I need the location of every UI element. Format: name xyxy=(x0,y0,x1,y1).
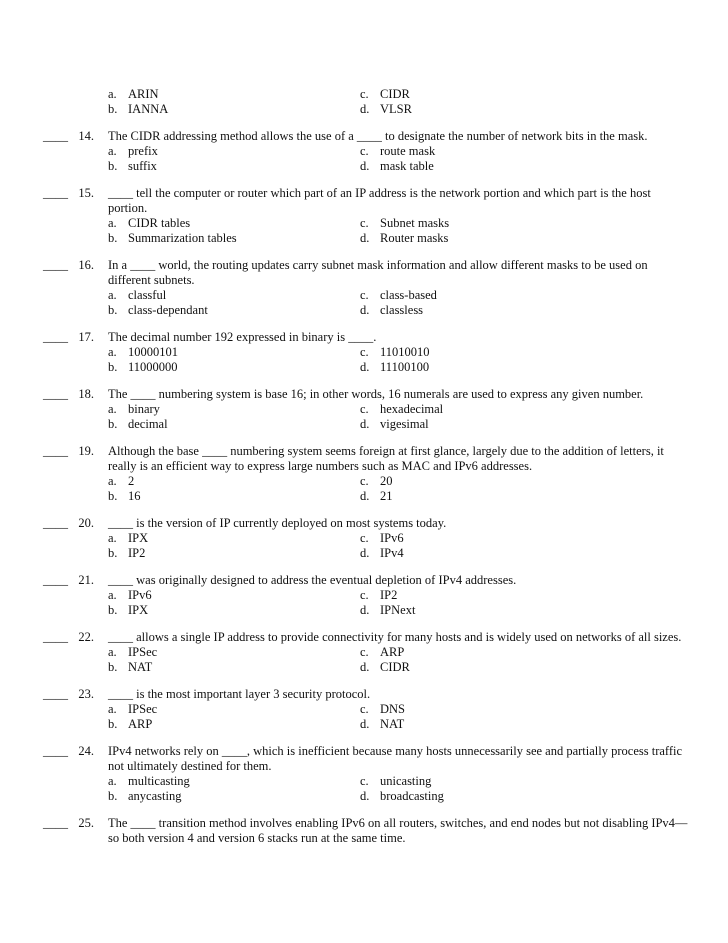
option-text: binary xyxy=(128,402,160,416)
option-b xyxy=(108,789,360,804)
option-text: IANNA xyxy=(128,102,169,116)
option-d xyxy=(360,717,612,732)
option-c xyxy=(360,645,612,660)
option-d xyxy=(360,417,612,432)
option-text: 21 xyxy=(380,489,393,503)
option-letter: c. xyxy=(360,87,369,101)
option-letter: a. xyxy=(108,288,117,302)
question-stem: ____ is the most important layer 3 security protocol. xyxy=(108,687,371,701)
option-letter: d. xyxy=(360,717,370,731)
question-item xyxy=(0,516,728,561)
option-text: VLSR xyxy=(380,102,412,116)
question-item xyxy=(0,387,728,432)
option-a xyxy=(108,288,360,303)
question-stem: ____ was originally designed to address the eventual depletion of IPv4 addresses. xyxy=(108,573,517,587)
option-letter: b. xyxy=(108,660,118,674)
option-letter: b. xyxy=(108,102,118,116)
option-row xyxy=(108,645,688,660)
option-row xyxy=(108,774,688,789)
question-item xyxy=(0,444,728,504)
option-text: 11010010 xyxy=(380,345,430,359)
option-text: 10000101 xyxy=(128,345,178,359)
question-number: 17. xyxy=(78,330,94,344)
option-d xyxy=(360,231,612,246)
option-text: prefix xyxy=(128,144,158,158)
option-c xyxy=(360,774,612,789)
option-row xyxy=(108,660,688,675)
answer-blank: ____ xyxy=(43,129,68,143)
option-letter: d. xyxy=(360,159,370,173)
option-letter: a. xyxy=(108,345,117,359)
option-b xyxy=(108,546,360,561)
option-c xyxy=(360,588,612,603)
option-grid xyxy=(108,402,688,432)
option-row xyxy=(108,303,688,318)
answer-blank: ____ xyxy=(43,816,68,830)
option-row xyxy=(108,159,688,174)
answer-blank: ____ xyxy=(43,258,68,272)
option-a xyxy=(108,402,360,417)
option-text: 20 xyxy=(380,474,393,488)
option-text: Subnet masks xyxy=(380,216,450,230)
option-d xyxy=(360,360,612,375)
option-row xyxy=(108,417,688,432)
question-item xyxy=(0,330,728,375)
option-grid xyxy=(108,774,688,804)
option-text: CIDR xyxy=(380,660,410,674)
option-b xyxy=(108,231,360,246)
option-a xyxy=(108,531,360,546)
option-d xyxy=(360,789,612,804)
option-letter: c. xyxy=(360,702,369,716)
option-letter: a. xyxy=(108,87,117,101)
option-letter: b. xyxy=(108,603,118,617)
option-letter: c. xyxy=(360,774,369,788)
option-text: IPX xyxy=(128,531,149,545)
question-number: 14. xyxy=(78,129,94,143)
question-stem: In a ____ world, the routing updates carry subnet mask information and allow different masks to be used on different subnets. xyxy=(108,258,648,287)
option-letter: a. xyxy=(108,645,117,659)
option-letter: c. xyxy=(360,288,369,302)
question-number: 19. xyxy=(78,444,94,458)
option-text: DNS xyxy=(380,702,406,716)
option-a xyxy=(108,774,360,789)
question-stem: ____ is the version of IP currently deployed on most systems today. xyxy=(108,516,447,530)
question-item xyxy=(0,186,728,246)
option-grid xyxy=(108,645,688,675)
option-letter: b. xyxy=(108,360,118,374)
question-stem: The decimal number 192 expressed in binary is ____. xyxy=(108,330,377,344)
option-c xyxy=(360,402,612,417)
option-text: unicasting xyxy=(380,774,432,788)
question-number: 25. xyxy=(78,816,94,830)
option-row xyxy=(108,402,688,417)
option-row xyxy=(108,717,688,732)
answer-blank: ____ xyxy=(43,573,68,587)
option-row xyxy=(108,603,688,618)
question-number: 15. xyxy=(78,186,94,200)
option-text: 11100100 xyxy=(380,360,430,374)
option-c xyxy=(360,345,612,360)
option-text: class-dependant xyxy=(128,303,208,317)
option-text: IPSec xyxy=(128,702,158,716)
option-text: Summarization tables xyxy=(128,231,237,245)
option-text: CIDR xyxy=(380,87,410,101)
question-list xyxy=(0,87,728,858)
option-letter: b. xyxy=(108,303,118,317)
option-c xyxy=(360,216,612,231)
option-a xyxy=(108,144,360,159)
option-grid xyxy=(108,588,688,618)
option-row xyxy=(108,360,688,375)
option-grid xyxy=(108,216,688,246)
option-text: IPX xyxy=(128,603,149,617)
option-letter: a. xyxy=(108,144,117,158)
option-text: ARP xyxy=(380,645,405,659)
question-item xyxy=(0,744,728,804)
option-row xyxy=(108,87,688,102)
option-text: hexadecimal xyxy=(380,402,444,416)
option-text: suffix xyxy=(128,159,157,173)
option-text: ARIN xyxy=(128,87,159,101)
option-c xyxy=(360,87,612,102)
option-row xyxy=(108,588,688,603)
option-letter: d. xyxy=(360,789,370,803)
answer-blank: ____ xyxy=(43,186,68,200)
option-row xyxy=(108,474,688,489)
option-d xyxy=(360,660,612,675)
option-d xyxy=(360,489,612,504)
option-a xyxy=(108,588,360,603)
option-text: 2 xyxy=(128,474,135,488)
option-a xyxy=(108,474,360,489)
question-stem: The CIDR addressing method allows the use of a ____ to designate the number of network bits in the mask. xyxy=(108,129,648,143)
option-row xyxy=(108,288,688,303)
answer-blank: ____ xyxy=(43,744,68,758)
option-letter: d. xyxy=(360,360,370,374)
option-letter: b. xyxy=(108,417,118,431)
option-letter: c. xyxy=(360,345,369,359)
answer-blank: ____ xyxy=(43,630,68,644)
option-b xyxy=(108,603,360,618)
option-row xyxy=(108,144,688,159)
option-letter: b. xyxy=(108,789,118,803)
option-text: mask table xyxy=(380,159,434,173)
option-b xyxy=(108,303,360,318)
question-item xyxy=(0,573,728,618)
option-row xyxy=(108,546,688,561)
option-text: IPv6 xyxy=(128,588,152,602)
option-text: route mask xyxy=(380,144,436,158)
option-d xyxy=(360,603,612,618)
question-number: 22. xyxy=(78,630,94,644)
option-text: anycasting xyxy=(128,789,182,803)
option-row xyxy=(108,489,688,504)
option-text: class-based xyxy=(380,288,437,302)
option-grid xyxy=(108,474,688,504)
question-item xyxy=(0,687,728,732)
option-letter: b. xyxy=(108,546,118,560)
option-text: decimal xyxy=(128,417,168,431)
question-item xyxy=(0,258,728,318)
option-text: Router masks xyxy=(380,231,449,245)
question-number: 21. xyxy=(78,573,94,587)
option-d xyxy=(360,303,612,318)
option-d xyxy=(360,159,612,174)
option-row xyxy=(108,216,688,231)
question-stem: The ____ numbering system is base 16; in other words, 16 numerals are used to express any given number. xyxy=(108,387,644,401)
option-letter: b. xyxy=(108,489,118,503)
option-letter: d. xyxy=(360,660,370,674)
option-letter: b. xyxy=(108,159,118,173)
option-text: ARP xyxy=(128,717,153,731)
option-letter: b. xyxy=(108,717,118,731)
option-a xyxy=(108,345,360,360)
option-letter: a. xyxy=(108,216,117,230)
option-letter: d. xyxy=(360,231,370,245)
option-letter: d. xyxy=(360,489,370,503)
option-text: NAT xyxy=(128,660,153,674)
answer-blank: ____ xyxy=(43,516,68,530)
option-letter: d. xyxy=(360,603,370,617)
option-letter: a. xyxy=(108,588,117,602)
option-text: IPv6 xyxy=(380,531,404,545)
option-letter: d. xyxy=(360,417,370,431)
option-row xyxy=(108,231,688,246)
question-stem: ____ tell the computer or router which part of an IP address is the network portion and which part is the host portion. xyxy=(108,186,651,215)
option-letter: c. xyxy=(360,645,369,659)
question-number: 16. xyxy=(78,258,94,272)
option-grid xyxy=(108,702,688,732)
option-text: IPv4 xyxy=(380,546,404,560)
option-b xyxy=(108,489,360,504)
option-text: 11000000 xyxy=(128,360,178,374)
question-number: 18. xyxy=(78,387,94,401)
question-stem: IPv4 networks rely on ____, which is inefficient because many hosts unnecessarily see and partially process traffic not ultimately destined for them. xyxy=(108,744,683,773)
question-item xyxy=(0,129,728,174)
option-text: vigesimal xyxy=(380,417,429,431)
question-number: 23. xyxy=(78,687,94,701)
option-text: 16 xyxy=(128,489,141,503)
option-row xyxy=(108,102,688,117)
option-letter: a. xyxy=(108,774,117,788)
option-letter: c. xyxy=(360,588,369,602)
option-letter: c. xyxy=(360,402,369,416)
option-letter: a. xyxy=(108,531,117,545)
question-13-options-block xyxy=(0,87,728,117)
answer-blank: ____ xyxy=(43,387,68,401)
option-a xyxy=(108,645,360,660)
option-b xyxy=(108,360,360,375)
option-text: classless xyxy=(380,303,424,317)
option-letter: c. xyxy=(360,531,369,545)
option-text: CIDR tables xyxy=(128,216,191,230)
option-text: NAT xyxy=(380,717,405,731)
option-b xyxy=(108,102,360,117)
option-letter: a. xyxy=(108,474,117,488)
option-b xyxy=(108,417,360,432)
option-a xyxy=(108,87,360,102)
option-d xyxy=(360,102,612,117)
option-letter: c. xyxy=(360,216,369,230)
option-text: IP2 xyxy=(128,546,146,560)
option-text: classful xyxy=(128,288,167,302)
option-row xyxy=(108,345,688,360)
option-letter: d. xyxy=(360,102,370,116)
option-b xyxy=(108,159,360,174)
option-letter: d. xyxy=(360,546,370,560)
answer-blank: ____ xyxy=(43,444,68,458)
option-b xyxy=(108,717,360,732)
option-c xyxy=(360,702,612,717)
option-text: multicasting xyxy=(128,774,190,788)
option-row xyxy=(108,531,688,546)
option-row xyxy=(108,789,688,804)
option-c xyxy=(360,144,612,159)
option-c xyxy=(360,288,612,303)
option-text: IP2 xyxy=(380,588,398,602)
option-letter: a. xyxy=(108,402,117,416)
question-stem: ____ allows a single IP address to provide connectivity for many hosts and is widely used on networks of all sizes. xyxy=(108,630,682,644)
option-letter: c. xyxy=(360,144,369,158)
option-d xyxy=(360,546,612,561)
option-letter: d. xyxy=(360,303,370,317)
option-grid xyxy=(108,531,688,561)
option-letter: c. xyxy=(360,474,369,488)
answer-blank: ____ xyxy=(43,687,68,701)
question-item xyxy=(0,816,728,846)
option-grid xyxy=(108,87,688,117)
option-grid xyxy=(108,345,688,375)
question-number: 24. xyxy=(78,744,94,758)
option-a xyxy=(108,702,360,717)
question-stem: The ____ transition method involves enabling IPv6 on all routers, switches, and end nodes but not disabling IPv4—so both version 4 and version 6 stacks run at the same time. xyxy=(108,816,688,845)
option-grid xyxy=(108,144,688,174)
option-grid xyxy=(108,288,688,318)
question-stem: Although the base ____ numbering system seems foreign at first glance, largely due to the addition of letters, it really is an efficient way to express large numbers such as MAC and IPv6 addresses. xyxy=(108,444,664,473)
option-text: broadcasting xyxy=(380,789,444,803)
answer-blank: ____ xyxy=(43,330,68,344)
option-letter: b. xyxy=(108,231,118,245)
option-b xyxy=(108,660,360,675)
option-c xyxy=(360,531,612,546)
option-a xyxy=(108,216,360,231)
option-text: IPNext xyxy=(380,603,416,617)
option-c xyxy=(360,474,612,489)
option-row xyxy=(108,702,688,717)
question-item xyxy=(0,630,728,675)
option-letter: a. xyxy=(108,702,117,716)
question-number: 20. xyxy=(78,516,94,530)
option-text: IPSec xyxy=(128,645,158,659)
